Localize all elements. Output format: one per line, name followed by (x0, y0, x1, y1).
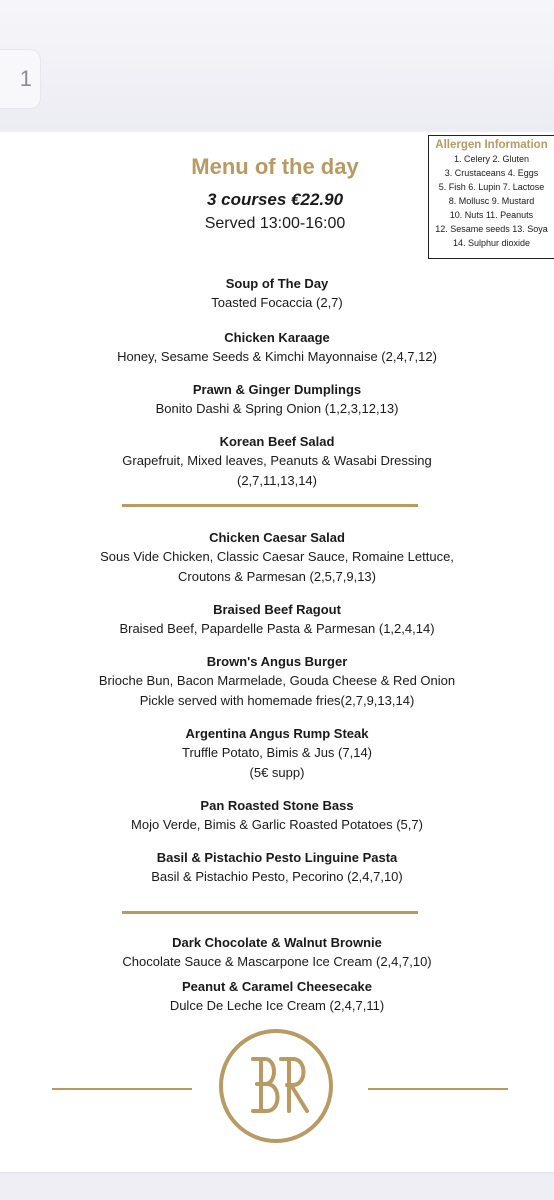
mains-section (0, 529, 554, 887)
logo-rule-left (52, 1088, 192, 1090)
dish (0, 275, 554, 313)
allergen-line: 12. Sesame seeds 13. Soya (435, 224, 548, 234)
dish (0, 849, 554, 887)
dish-description: Toasted Focaccia (2,7) (211, 295, 343, 310)
starters-section (0, 275, 554, 491)
allergen-info-box (428, 135, 554, 259)
menu-header (150, 152, 400, 234)
viewer-top-bar (0, 0, 554, 130)
dish-name: Argentina Angus Rump Steak (185, 726, 369, 741)
dish-description: Truffle Potato, Bimis & Jus (7,14) (5€ supp) (181, 745, 373, 780)
allergen-line: 10. Nuts 11. Peanuts (449, 210, 534, 220)
page-number: 1 (19, 66, 32, 91)
dish-name: Chicken Caesar Salad (209, 530, 345, 545)
page-number-chip[interactable] (0, 50, 40, 108)
menu-page (0, 132, 554, 1172)
dish (0, 934, 554, 972)
dish-name: Peanut & Caramel Cheesecake (181, 979, 373, 994)
dish-name: Basil & Pistachio Pesto Linguine Pasta (156, 850, 398, 865)
dish-description: Basil & Pistachio Pesto, Pecorino (2,4,7,10) (151, 869, 403, 884)
dish (0, 529, 554, 587)
dish-name: Chicken Karaage (224, 330, 330, 345)
dish-name: Pan Roasted Stone Bass (200, 798, 354, 813)
dish (0, 653, 554, 711)
section-divider (122, 911, 418, 914)
section-divider (122, 504, 418, 507)
dish-description: Mojo Verde, Bimis & Garlic Roasted Potatoes (5,7) (131, 817, 423, 832)
menu-title: Menu of the day (191, 154, 359, 179)
allergen-title: Allergen Information (435, 139, 548, 151)
dish-name: Soup of The Day (225, 276, 329, 291)
dish (0, 433, 554, 491)
allergen-line: 3. Crustaceans 4. Eggs (444, 168, 539, 178)
served-hours: Served 13:00-16:00 (204, 215, 346, 232)
dish-name: Prawn & Ginger Dumplings (192, 382, 362, 397)
dish-description: Chocolate Sauce & Mascarpone Ice Cream (2,4,7,10) (122, 954, 432, 969)
allergen-line: 5. Fish 6. Lupin 7. Lactose (438, 182, 545, 192)
menu-price: 3 courses €22.90 (206, 190, 344, 209)
dish-description: Bonito Dashi & Spring Onion (1,2,3,12,13) (155, 401, 399, 416)
allergen-line: 14. Sulphur dioxide (452, 238, 531, 248)
dish-description: Braised Beef, Papardelle Pasta & Parmesan (1,2,4,14) (119, 621, 435, 636)
dish (0, 329, 554, 367)
dish (0, 978, 554, 1016)
br-monogram-logo-icon (217, 1027, 335, 1145)
dish-description: Honey, Sesame Seeds & Kimchi Mayonnaise (2,4,7,12) (117, 349, 437, 364)
dish-name: Brown's Angus Burger (206, 654, 348, 669)
allergen-line: 8. Mollusc 9. Mustard (448, 196, 535, 206)
allergen-line: 1. Celery 2. Gluten (453, 154, 530, 164)
logo-rule-right (368, 1088, 508, 1090)
dish-name: Korean Beef Salad (219, 434, 335, 449)
dish-name: Braised Beef Ragout (213, 602, 341, 617)
dish (0, 601, 554, 639)
dish-description: Dulce De Leche Ice Cream (2,4,7,11) (169, 998, 385, 1013)
dish-description: Sous Vide Chicken, Classic Caesar Sauce, Romaine Lettuce, Croutons & Parmesan (2,5,7,9,13) (100, 549, 454, 584)
dish-name: Dark Chocolate & Walnut Brownie (172, 935, 382, 950)
dish-description: Grapefruit, Mixed leaves, Peanuts & Wasabi Dressing (2,7,11,13,14) (122, 453, 432, 488)
dish (0, 725, 554, 783)
dish (0, 381, 554, 419)
dish (0, 797, 554, 835)
dish-description: Brioche Bun, Bacon Marmelade, Gouda Cheese & Red Onion Pickle served with homemade fries(2,7,9,13,14) (98, 673, 456, 708)
desserts-section (0, 934, 554, 1016)
